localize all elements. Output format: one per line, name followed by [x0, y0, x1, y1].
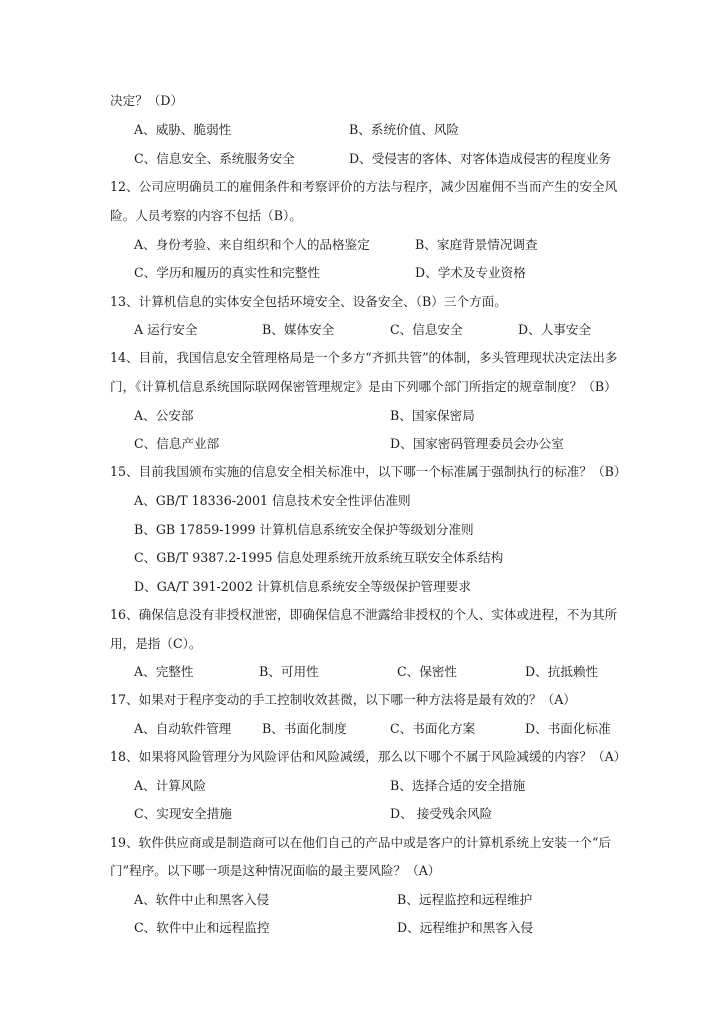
- q19-option-d: D、远程维护和黑客入侵: [397, 920, 534, 935]
- q16-option-a: A、完整性: [134, 664, 194, 679]
- q13-option-d: D、人事安全: [518, 322, 592, 337]
- q17-option-b: B、书面化制度: [262, 721, 347, 736]
- question-11-tail: 决定？（D）: [110, 93, 184, 108]
- q13-option-a: A 运行安全: [134, 322, 198, 337]
- q17-option-c: C、书面化方案: [390, 721, 476, 736]
- q14-option-a: A、公安部: [134, 408, 194, 423]
- q14-option-b: B、国家保密局: [390, 408, 475, 423]
- q16-option-d: D、抗抵赖性: [525, 664, 599, 679]
- q12-option-a: A、身份考验、来自组织和个人的品格鉴定: [134, 237, 370, 252]
- q12-option-d: D、学术及专业资格: [415, 265, 526, 280]
- q18-option-a: A、计算风险: [134, 778, 207, 793]
- q18-option-b: B、选择合适的安全措施: [390, 778, 526, 793]
- q14-option-c: C、信息产业部: [134, 436, 220, 451]
- q19-option-b: B、远程监控和远程维护: [397, 892, 533, 907]
- question-17-line-1: 17、如果对于程序变动的手工控制收效甚微，以下哪一种方法将是最有效的？（A）: [110, 692, 576, 707]
- q17-option-d: D、书面化标准: [525, 721, 611, 736]
- question-19-line-2: 门”程序。以下哪一项是这种情况面临的最主要风险？（A）: [110, 863, 441, 878]
- q14-option-d: D、国家密码管理委员会办公室: [390, 436, 564, 451]
- q19-option-c: C、软件中止和远程监控: [134, 920, 270, 935]
- q18-option-d: D、 接受残余风险: [390, 806, 493, 821]
- question-18-line-1: 18、如果将风险管理分为风险评估和风险减缓，那么以下哪个不属于风险减缓的内容？（A）: [110, 749, 627, 764]
- q16-option-b: B、可用性: [259, 664, 319, 679]
- q15-option-b: B、GB 17859-1999 计算机信息系统安全保护等级划分准则: [134, 522, 474, 537]
- question-16-line-2: 用，是指（C）。: [110, 636, 202, 651]
- question-12-line-1: 12、公司应明确员工的雇佣条件和考察评价的方法与程序，减少因雇佣不当而产生的安全风: [110, 179, 618, 194]
- question-13-line-1: 13、计算机信息的实体安全包括环境安全、设备安全、（B）三个方面。: [110, 294, 507, 309]
- question-19-line-1: 19、软件供应商或是制造商可以在他们自己的产品中或是客户的计算机系统上安装一个“后: [110, 835, 612, 850]
- q12-option-b: B、家庭背景情况调查: [415, 237, 538, 252]
- q11-option-c: C、信息安全、系统服务安全: [134, 151, 295, 166]
- q16-option-c: C、保密性: [397, 664, 458, 679]
- q15-option-d: D、GA/T 391-2002 计算机信息系统安全等级保护管理要求: [134, 579, 471, 594]
- question-12-line-2: 险。人员考察的内容不包括（B）。: [110, 208, 302, 223]
- q13-option-b: B、媒体安全: [262, 322, 335, 337]
- question-14-line-2: 门，《计算机信息系统国际联网保密管理规定》是由下列哪个部门所指定的规章制度？（B）: [110, 379, 617, 394]
- q15-option-c: C、GB/T 9387.2-1995 信息处理系统开放系统互联安全体系结构: [134, 550, 504, 565]
- q13-option-c: C、信息安全: [390, 322, 463, 337]
- q11-option-d: D、受侵害的客体、对客体造成侵害的程度业务: [349, 151, 611, 166]
- q19-option-a: A、软件中止和黑客入侵: [134, 892, 270, 907]
- q11-option-a: A、威胁、脆弱性: [134, 122, 232, 137]
- question-16-line-1: 16、确保信息没有非授权泄密，即确保信息不泄露给非授权的个人、实体或进程，不为其所: [110, 607, 618, 622]
- question-15-line-1: 15、目前我国颁布实施的信息安全相关标准中，以下哪一个标准属于强制执行的标准？（B）: [110, 464, 627, 479]
- q15-option-a: A、GB/T 18336-2001 信息技术安全性评估准则: [134, 493, 411, 508]
- q17-option-a: A、自动软件管理: [134, 721, 232, 736]
- q12-option-c: C、学历和履历的真实性和完整性: [134, 265, 320, 280]
- question-14-line-1: 14、目前，我国信息安全管理格局是一个多方“齐抓共管”的体制，多头管理现状决定法出多: [110, 350, 618, 365]
- q18-option-c: C、实现安全措施: [134, 806, 232, 821]
- q11-option-b: B、系统价值、风险: [349, 122, 460, 137]
